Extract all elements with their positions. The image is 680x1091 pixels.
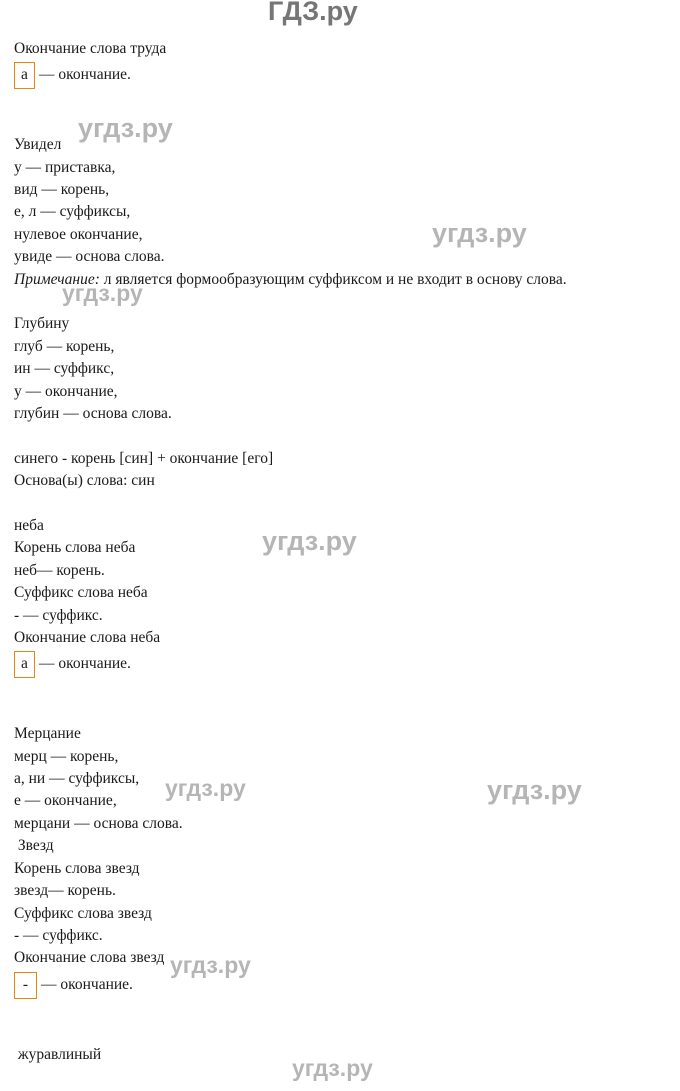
line: е — окончание,	[14, 792, 117, 810]
line: увиде — основа слова.	[14, 248, 165, 266]
note-text: л является формообразующим суффиксом и не входит в основу слова.	[99, 270, 567, 288]
watermark: угдз.ру	[78, 113, 173, 143]
line: е, л — суффиксы,	[14, 203, 131, 221]
word-title: журавлиный	[14, 1045, 102, 1063]
watermark: угдз.ру	[62, 280, 143, 306]
word-title: Глубину	[14, 315, 70, 333]
word-title: Увидел	[14, 136, 62, 154]
analysis-block-uvidel	[14, 134, 674, 291]
morpheme-box-row	[14, 972, 674, 999]
analysis-block-truda	[14, 38, 674, 89]
line: Основа(ы) слова: син	[14, 472, 155, 490]
ending-caption: — окончание.	[39, 655, 131, 673]
spacer	[14, 999, 674, 1021]
ending-box: а	[14, 651, 35, 678]
note-label: Примечание:	[14, 270, 100, 288]
spacer	[14, 89, 674, 111]
line: - — суффикс.	[14, 926, 103, 944]
line: вид — корень,	[14, 181, 110, 198]
analysis-block-neba	[14, 515, 674, 678]
spacer	[14, 493, 674, 515]
analysis-block-zhuravlinyj	[14, 1044, 674, 1066]
analysis-block-zvezd	[14, 835, 674, 998]
word-title: неба	[14, 517, 44, 535]
ending-box: -	[14, 972, 37, 999]
line: Окончание слова неба	[14, 629, 161, 647]
line: - — суффикс.	[14, 606, 103, 624]
line: глуб — корень,	[14, 337, 115, 355]
line: звезд— корень.	[14, 882, 116, 900]
line: мерц — корень,	[14, 747, 119, 765]
line: Корень слова звезд	[14, 859, 140, 877]
document-body	[14, 38, 674, 1066]
spacer	[14, 678, 674, 700]
spacer	[14, 112, 674, 134]
word-title: Мерцание	[14, 725, 81, 743]
line: мерцани — основа слова.	[14, 814, 183, 832]
morpheme-box-row	[14, 651, 674, 678]
note	[14, 269, 674, 291]
watermark: угдз.ру	[487, 775, 582, 805]
line: у — приставка,	[14, 158, 116, 176]
analysis-block-sinego	[14, 448, 674, 493]
line: неб— корень.	[14, 561, 105, 579]
line: Суффикс слова звезд	[14, 904, 152, 922]
spacer	[14, 291, 674, 313]
watermark: угдз.ру	[165, 775, 246, 801]
line: Суффикс слова неба	[14, 584, 148, 602]
spacer	[14, 701, 674, 723]
line: а, ни — суффиксы,	[14, 770, 140, 788]
ending-caption: — окончание.	[41, 975, 133, 993]
line: у — окончание,	[14, 382, 118, 400]
watermark: угдз.ру	[170, 952, 251, 978]
spacer	[14, 425, 674, 447]
analysis-block-glubinu	[14, 313, 674, 425]
ending-caption: — окончание.	[39, 66, 131, 84]
line: Окончание слова труда	[14, 40, 167, 57]
line: нулевое окончание,	[14, 225, 143, 243]
site-logo: ГДЗ.ру	[268, 0, 358, 26]
watermark: угдз.ру	[292, 1055, 373, 1081]
line: синего - корень [син] + окончание [его]	[14, 449, 274, 467]
analysis-block-mercanie	[14, 723, 674, 835]
ending-box: а	[14, 62, 35, 89]
word-title: Звезд	[14, 837, 54, 855]
spacer	[14, 1021, 674, 1043]
morpheme-box-row	[14, 62, 674, 89]
line: Корень слова неба	[14, 539, 136, 557]
watermark: угдз.ру	[432, 218, 527, 248]
line: ин — суффикс,	[14, 360, 115, 378]
line: Окончание слова звезд	[14, 949, 165, 967]
line: глубин — основа слова.	[14, 405, 172, 423]
watermark: угдз.ру	[262, 526, 357, 556]
